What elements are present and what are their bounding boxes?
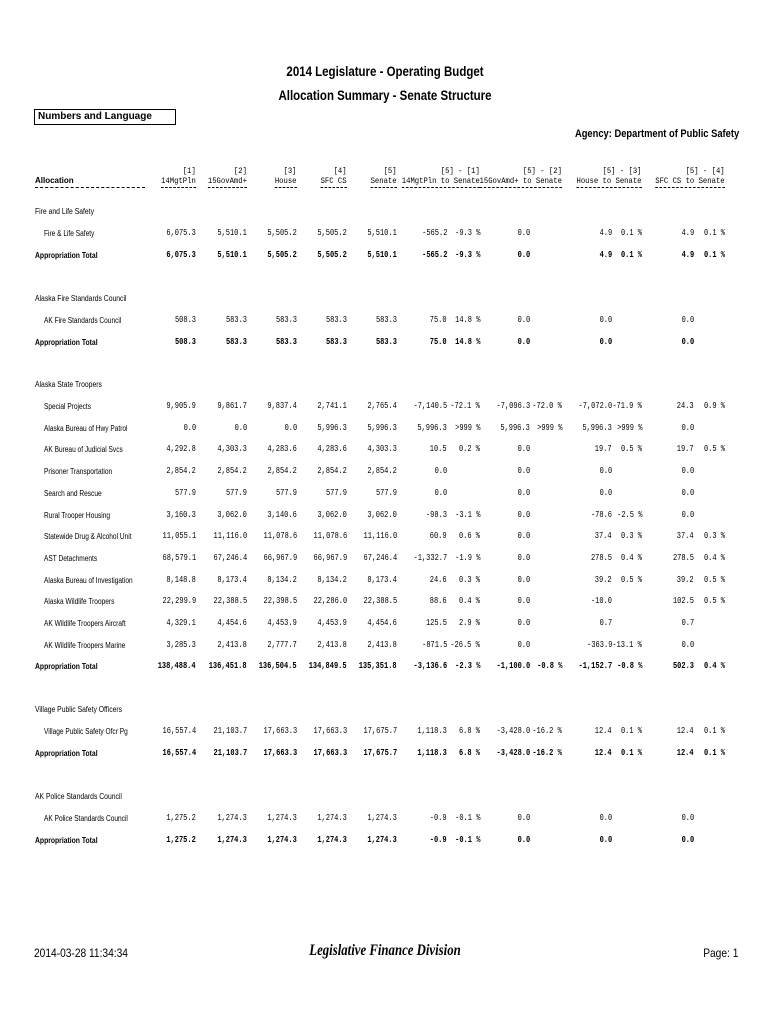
value-cell: 11,116.0 <box>363 531 397 542</box>
column-header-2 <box>208 166 247 188</box>
value-cell: 4,454.6 <box>217 618 247 628</box>
value-cell: 67,246.4 <box>363 552 397 563</box>
total-cell: 502.3 <box>672 661 694 672</box>
value-cell: 2,854.2 <box>217 466 247 477</box>
value-cell: 8,148.8 <box>166 574 196 585</box>
total-cell: 6.8 % <box>458 747 480 758</box>
value-cell: 37.4 <box>595 531 612 542</box>
section-heading: Village Public Safety Officers <box>35 705 123 714</box>
value-cell: -0.9 <box>430 813 447 823</box>
value-cell: 68,579.1 <box>162 552 196 563</box>
value-cell: 0.0 <box>517 639 530 650</box>
value-cell: 9,837.4 <box>267 401 297 411</box>
total-cell: 6,075.3 <box>166 249 196 260</box>
value-cell: 0.7 <box>599 618 612 628</box>
total-cell: 583.3 <box>275 336 297 347</box>
value-cell: 11,116.0 <box>213 531 247 542</box>
value-cell: -363.9 <box>586 639 612 650</box>
total-cell: 5,510.1 <box>367 249 397 260</box>
value-cell: 11,078.6 <box>263 531 297 542</box>
allocation-row-label: AK Police Standards Council <box>44 814 128 823</box>
column-number: [3] <box>283 166 297 176</box>
value-cell: 66,967.9 <box>263 552 297 563</box>
column-number: [2] <box>233 166 247 176</box>
appropriation-total-label: Appropriation Total <box>35 662 98 672</box>
value-cell: 4,303.3 <box>217 444 247 455</box>
value-cell: 0.3 % <box>620 531 642 542</box>
value-cell: -7,072.0 <box>578 401 612 411</box>
value-cell: 22,398.5 <box>263 596 297 607</box>
total-cell: 0.0 <box>681 834 694 845</box>
value-cell: 17,675.7 <box>363 726 397 736</box>
value-cell: 5,505.2 <box>267 228 297 238</box>
value-cell: 11,078.6 <box>313 531 347 542</box>
total-cell: 1,275.2 <box>166 834 196 845</box>
value-cell: 577.9 <box>325 487 347 498</box>
value-cell: 4,453.9 <box>267 618 297 628</box>
value-cell: >999 % <box>454 422 480 433</box>
value-cell: 24.6 <box>430 574 447 585</box>
column-header-4 <box>321 166 347 188</box>
allocation-row-label: AK Fire Standards Council <box>44 316 122 325</box>
value-cell: 3,285.3 <box>166 639 196 650</box>
value-cell: 4,329.1 <box>166 618 196 628</box>
total-cell: 5,505.2 <box>267 249 297 260</box>
value-cell: 0.0 <box>517 813 530 823</box>
column-label: SFC CS to Senate <box>655 176 725 186</box>
value-cell: 0.0 <box>517 574 530 585</box>
value-cell: 0.0 <box>681 315 694 325</box>
value-cell: 5,996.3 <box>417 422 447 433</box>
allocation-row-label: Village Public Safety Ofcr Pg <box>44 727 128 736</box>
allocation-row-label: Special Projects <box>44 402 92 411</box>
value-cell: 6,075.3 <box>166 228 196 238</box>
total-cell: 17,663.3 <box>313 747 347 758</box>
column-header-7 <box>480 166 562 188</box>
value-cell: 2,854.2 <box>267 466 297 477</box>
value-cell: 4,453.9 <box>317 618 347 628</box>
value-cell: 3,062.0 <box>317 509 347 520</box>
section-heading: Alaska State Troopers <box>35 380 102 389</box>
total-cell: -0.9 <box>430 834 447 845</box>
value-cell: 2,413.8 <box>367 639 397 650</box>
value-cell: 4,283.6 <box>317 444 347 455</box>
value-cell: 1,274.3 <box>217 813 247 823</box>
value-cell: 5,505.2 <box>317 228 347 238</box>
value-cell: 0.0 <box>599 315 612 325</box>
value-cell: 0.0 <box>599 813 612 823</box>
column-label: 15GovAmd+ to Senate <box>479 176 562 186</box>
value-cell: 1,275.2 <box>166 813 196 823</box>
value-cell: 577.9 <box>375 487 397 498</box>
total-cell: 1,274.3 <box>217 834 247 845</box>
value-cell: 12.4 <box>677 726 694 736</box>
total-cell: -3,136.6 <box>413 661 447 672</box>
value-cell: 5,510.1 <box>217 228 247 238</box>
value-cell: 14.8 % <box>454 315 480 325</box>
value-cell: 22,299.9 <box>162 596 196 607</box>
value-cell: 4.9 <box>599 228 612 238</box>
total-cell: -0.8 % <box>536 661 562 672</box>
total-cell: 4.9 <box>599 249 612 260</box>
value-cell: 0.0 <box>517 618 530 628</box>
footer-division: Legislative Finance Division <box>309 942 461 959</box>
column-label: 15GovAmd+ <box>207 176 247 186</box>
allocation-row-label: AST Detachments <box>44 553 98 563</box>
value-cell: 17,663.3 <box>313 726 347 736</box>
value-cell: 0.4 % <box>620 552 642 563</box>
value-cell: 39.2 <box>595 574 612 585</box>
total-cell: 0.1 % <box>703 747 725 758</box>
numbers-language-box: Numbers and Language <box>34 109 176 125</box>
section-heading: AK Police Standards Council <box>35 792 122 801</box>
allocation-row-label: Rural Trooper Housing <box>44 510 110 520</box>
value-cell: 60.9 <box>430 531 447 542</box>
value-cell: -72.0 % <box>532 401 562 411</box>
value-cell: -10.0 <box>590 596 612 607</box>
total-cell: -0.1 % <box>454 834 480 845</box>
total-cell: -1,100.0 <box>496 661 530 672</box>
value-cell: 583.3 <box>375 315 397 325</box>
total-cell: 0.1 % <box>703 249 725 260</box>
total-cell: 17,663.3 <box>263 747 297 758</box>
value-cell: 3,062.0 <box>367 509 397 520</box>
total-cell: 0.1 % <box>620 249 642 260</box>
column-label: Senate <box>370 176 397 186</box>
total-cell: 135,351.8 <box>359 661 397 672</box>
value-cell: -2.5 % <box>616 509 642 520</box>
value-cell: 0.0 <box>517 531 530 542</box>
agency-label: Agency: Department of Public Safety <box>574 128 739 140</box>
total-cell: 14.8 % <box>454 336 480 347</box>
allocation-row-label: Alaska Bureau of Investigation <box>44 575 133 585</box>
column-number: [5] - [2] <box>522 166 562 176</box>
value-cell: 2,765.4 <box>367 401 397 411</box>
value-cell: -13.1 % <box>612 639 642 650</box>
appropriation-total-label: Appropriation Total <box>35 250 98 260</box>
total-cell: 0.0 <box>517 336 530 347</box>
value-cell: 4,292.8 <box>166 444 196 455</box>
total-cell: -3,428.0 <box>496 747 530 758</box>
total-cell: 4.9 <box>681 249 694 260</box>
value-cell: 0.0 <box>681 487 694 498</box>
column-number: [1] <box>182 166 196 176</box>
value-cell: 1,274.3 <box>317 813 347 823</box>
value-cell: 5,510.1 <box>367 228 397 238</box>
total-cell: 5,510.1 <box>217 249 247 260</box>
value-cell: 0.0 <box>517 509 530 520</box>
value-cell: 583.3 <box>225 315 247 325</box>
total-cell: 138,488.4 <box>158 661 196 672</box>
value-cell: 0.5 % <box>703 444 725 455</box>
footer-timestamp: 2014-03-28 11:34:34 <box>34 946 128 960</box>
value-cell: 0.2 % <box>458 444 480 455</box>
value-cell: -78.6 <box>590 509 612 520</box>
total-cell: 1,274.3 <box>317 834 347 845</box>
column-number: [5] - [3] <box>602 166 642 176</box>
allocation-row-label: AK Bureau of Judicial Svcs <box>44 445 123 455</box>
value-cell: -98.3 <box>425 509 447 520</box>
total-cell: 0.0 <box>517 834 530 845</box>
allocation-row-label: AK Wildlife Troopers Aircraft <box>44 619 126 628</box>
value-cell: 88.6 <box>430 596 447 607</box>
value-cell: -1,332.7 <box>413 552 447 563</box>
allocation-row-label: AK Wildlife Troopers Marine <box>44 640 126 650</box>
value-cell: 0.0 <box>517 228 530 238</box>
report-subtitle: Allocation Summary - Senate Structure <box>278 87 492 103</box>
total-cell: -2.3 % <box>454 661 480 672</box>
total-cell: 17,675.7 <box>363 747 397 758</box>
value-cell: 0.0 <box>517 466 530 477</box>
value-cell: 1,118.3 <box>417 726 447 736</box>
total-cell: 0.1 % <box>620 747 642 758</box>
column-label: SFC CS <box>320 176 347 186</box>
value-cell: 0.4 % <box>458 596 480 607</box>
value-cell: 16,557.4 <box>162 726 196 736</box>
value-cell: 278.5 <box>590 552 612 563</box>
value-cell: 8,134.2 <box>267 574 297 585</box>
value-cell: 17,663.3 <box>263 726 297 736</box>
value-cell: 577.9 <box>275 487 297 498</box>
column-header-9 <box>656 166 725 188</box>
value-cell: 583.3 <box>275 315 297 325</box>
value-cell: 0.0 <box>681 422 694 433</box>
column-header-3 <box>275 166 297 188</box>
total-cell: 583.3 <box>325 336 347 347</box>
value-cell: 0.1 % <box>620 726 642 736</box>
value-cell: 22,388.5 <box>213 596 247 607</box>
total-cell: 583.3 <box>375 336 397 347</box>
column-number: [5] - [4] <box>685 166 725 176</box>
value-cell: 39.2 <box>677 574 694 585</box>
column-number: [5] - [1] <box>440 166 480 176</box>
value-cell: 8,173.4 <box>217 574 247 585</box>
footer-page-number: Page: 1 <box>702 946 738 960</box>
allocation-row-label: Search and Rescue <box>44 488 102 498</box>
value-cell: 3,140.6 <box>267 509 297 520</box>
section-heading: Alaska Fire Standards Council <box>35 294 127 303</box>
value-cell: 0.3 % <box>703 531 725 542</box>
value-cell: -9.3 % <box>454 228 480 238</box>
value-cell: 3,062.0 <box>217 509 247 520</box>
value-cell: 5,996.3 <box>367 422 397 433</box>
allocation-row-label: Alaska Bureau of Hwy Patrol <box>44 423 128 433</box>
value-cell: 21,103.7 <box>213 726 247 736</box>
value-cell: -3.1 % <box>454 509 480 520</box>
value-cell: -0.1 % <box>454 813 480 823</box>
value-cell: 0.0 <box>681 466 694 477</box>
value-cell: 0.0 <box>183 422 196 433</box>
value-cell: -16.2 % <box>532 726 562 736</box>
value-cell: 10.5 <box>430 444 447 455</box>
value-cell: -7,140.5 <box>413 401 447 411</box>
value-cell: 0.0 <box>517 596 530 607</box>
column-label: 14MgtPln <box>161 176 196 186</box>
section-heading: Fire and Life Safety <box>35 207 94 216</box>
total-cell: 12.4 <box>595 747 612 758</box>
value-cell: 0.0 <box>681 813 694 823</box>
value-cell: 0.0 <box>517 487 530 498</box>
column-label: House to Senate <box>576 176 642 186</box>
allocation-column-header: Allocation <box>35 176 145 188</box>
value-cell: 66,967.9 <box>313 552 347 563</box>
value-cell: -71.9 % <box>612 401 642 411</box>
value-cell: 0.3 % <box>458 574 480 585</box>
value-cell: 0.0 <box>434 487 447 498</box>
value-cell: 102.5 <box>672 596 694 607</box>
value-cell: -565.2 <box>421 228 447 238</box>
value-cell: 0.0 <box>517 444 530 455</box>
value-cell: 3,160.3 <box>166 509 196 520</box>
value-cell: 2,854.2 <box>367 466 397 477</box>
allocation-row-label: Alaska Wildlife Troopers <box>44 597 115 607</box>
column-label: 14MgtPln to Senate <box>401 176 480 186</box>
value-cell: 2,854.2 <box>166 466 196 477</box>
total-cell: 16,557.4 <box>162 747 196 758</box>
value-cell: 5,996.3 <box>500 422 530 433</box>
column-header-6 <box>402 166 480 188</box>
total-cell: 0.4 % <box>703 661 725 672</box>
value-cell: 8,134.2 <box>317 574 347 585</box>
value-cell: 4,454.6 <box>367 618 397 628</box>
total-cell: 12.4 <box>677 747 694 758</box>
value-cell: 11,055.1 <box>162 531 196 542</box>
value-cell: 0.9 % <box>703 401 725 411</box>
total-cell: 136,504.5 <box>259 661 297 672</box>
value-cell: 4.9 <box>681 228 694 238</box>
total-cell: -0.8 % <box>616 661 642 672</box>
value-cell: 508.3 <box>174 315 196 325</box>
value-cell: 577.9 <box>225 487 247 498</box>
value-cell: 577.9 <box>174 487 196 498</box>
value-cell: 583.3 <box>325 315 347 325</box>
value-cell: 2,741.1 <box>317 401 347 411</box>
total-cell: 508.3 <box>174 336 196 347</box>
value-cell: 9,905.9 <box>166 401 196 411</box>
value-cell: 2,854.2 <box>317 466 347 477</box>
total-cell: -565.2 <box>421 249 447 260</box>
value-cell: 0.0 <box>681 509 694 520</box>
value-cell: 4,303.3 <box>367 444 397 455</box>
total-cell: 0.0 <box>517 249 530 260</box>
value-cell: 2,413.8 <box>217 639 247 650</box>
value-cell: -871.5 <box>421 639 447 650</box>
value-cell: 0.4 % <box>703 552 725 563</box>
total-cell: 0.0 <box>599 834 612 845</box>
allocation-row-label: Prisoner Transportation <box>44 467 113 477</box>
total-cell: 5,505.2 <box>317 249 347 260</box>
value-cell: 0.6 % <box>458 531 480 542</box>
value-cell: 0.0 <box>434 466 447 477</box>
value-cell: -26.5 % <box>450 639 480 650</box>
column-number: [5] <box>383 166 397 176</box>
value-cell: 0.0 <box>681 639 694 650</box>
value-cell: >999 % <box>536 422 562 433</box>
value-cell: 0.1 % <box>703 228 725 238</box>
appropriation-total-label: Appropriation Total <box>35 835 98 845</box>
total-cell: 1,274.3 <box>267 834 297 845</box>
total-cell: 0.0 <box>599 336 612 347</box>
value-cell: -7,096.3 <box>496 401 530 411</box>
column-number: [4] <box>333 166 347 176</box>
total-cell: 75.0 <box>430 336 447 347</box>
value-cell: 8,173.4 <box>367 574 397 585</box>
value-cell: 0.5 % <box>620 444 642 455</box>
appropriation-total-label: Appropriation Total <box>35 748 98 758</box>
value-cell: 37.4 <box>677 531 694 542</box>
value-cell: 5,996.3 <box>582 422 612 433</box>
value-cell: 1,274.3 <box>367 813 397 823</box>
value-cell: 2,413.8 <box>317 639 347 650</box>
value-cell: 0.1 % <box>703 726 725 736</box>
column-header-8 <box>577 166 642 188</box>
value-cell: 22,286.0 <box>313 596 347 607</box>
value-cell: 0.0 <box>234 422 247 433</box>
column-label: House <box>275 176 297 186</box>
allocation-row-label: Fire & Life Safety <box>44 229 95 238</box>
total-cell: 136,451.8 <box>209 661 247 672</box>
value-cell: 0.5 % <box>703 574 725 585</box>
value-cell: 22,388.5 <box>363 596 397 607</box>
value-cell: 0.0 <box>517 315 530 325</box>
total-cell: 1,118.3 <box>417 747 447 758</box>
total-cell: -9.3 % <box>454 249 480 260</box>
report-title: 2014 Legislature - Operating Budget <box>286 63 484 79</box>
total-cell: 21,103.7 <box>213 747 247 758</box>
value-cell: 75.0 <box>430 315 447 325</box>
value-cell: 0.0 <box>599 466 612 477</box>
value-cell: >999 % <box>616 422 642 433</box>
allocation-row-label: Statewide Drug & Alcohol Unit <box>44 532 132 542</box>
value-cell: 24.3 <box>677 401 694 411</box>
value-cell: 1,274.3 <box>267 813 297 823</box>
appropriation-total-label: Appropriation Total <box>35 337 98 347</box>
value-cell: 0.0 <box>284 422 297 433</box>
value-cell: 5,996.3 <box>317 422 347 433</box>
value-cell: -1.9 % <box>454 552 480 563</box>
value-cell: 2.9 % <box>458 618 480 628</box>
value-cell: 12.4 <box>595 726 612 736</box>
value-cell: 0.7 <box>681 618 694 628</box>
value-cell: 9,861.7 <box>217 401 247 411</box>
value-cell: 0.0 <box>517 552 530 563</box>
total-cell: 0.0 <box>681 336 694 347</box>
value-cell: 0.5 % <box>620 574 642 585</box>
total-cell: 1,274.3 <box>367 834 397 845</box>
value-cell: 67,246.4 <box>213 552 247 563</box>
column-header-5 <box>371 166 397 188</box>
value-cell: 125.5 <box>425 618 447 628</box>
value-cell: 0.5 % <box>703 596 725 607</box>
value-cell: 19.7 <box>595 444 612 455</box>
value-cell: 0.1 % <box>620 228 642 238</box>
value-cell: -72.1 % <box>450 401 480 411</box>
value-cell: -3,428.0 <box>496 726 530 736</box>
total-cell: 134,849.5 <box>309 661 347 672</box>
value-cell: 4,283.6 <box>267 444 297 455</box>
column-header-1 <box>161 166 196 188</box>
value-cell: 0.0 <box>599 487 612 498</box>
total-cell: -16.2 % <box>532 747 562 758</box>
value-cell: 2,777.7 <box>267 639 297 650</box>
value-cell: 278.5 <box>672 552 694 563</box>
total-cell: -1,152.7 <box>578 661 612 672</box>
value-cell: 19.7 <box>677 444 694 455</box>
value-cell: 6.8 % <box>458 726 480 736</box>
total-cell: 583.3 <box>225 336 247 347</box>
